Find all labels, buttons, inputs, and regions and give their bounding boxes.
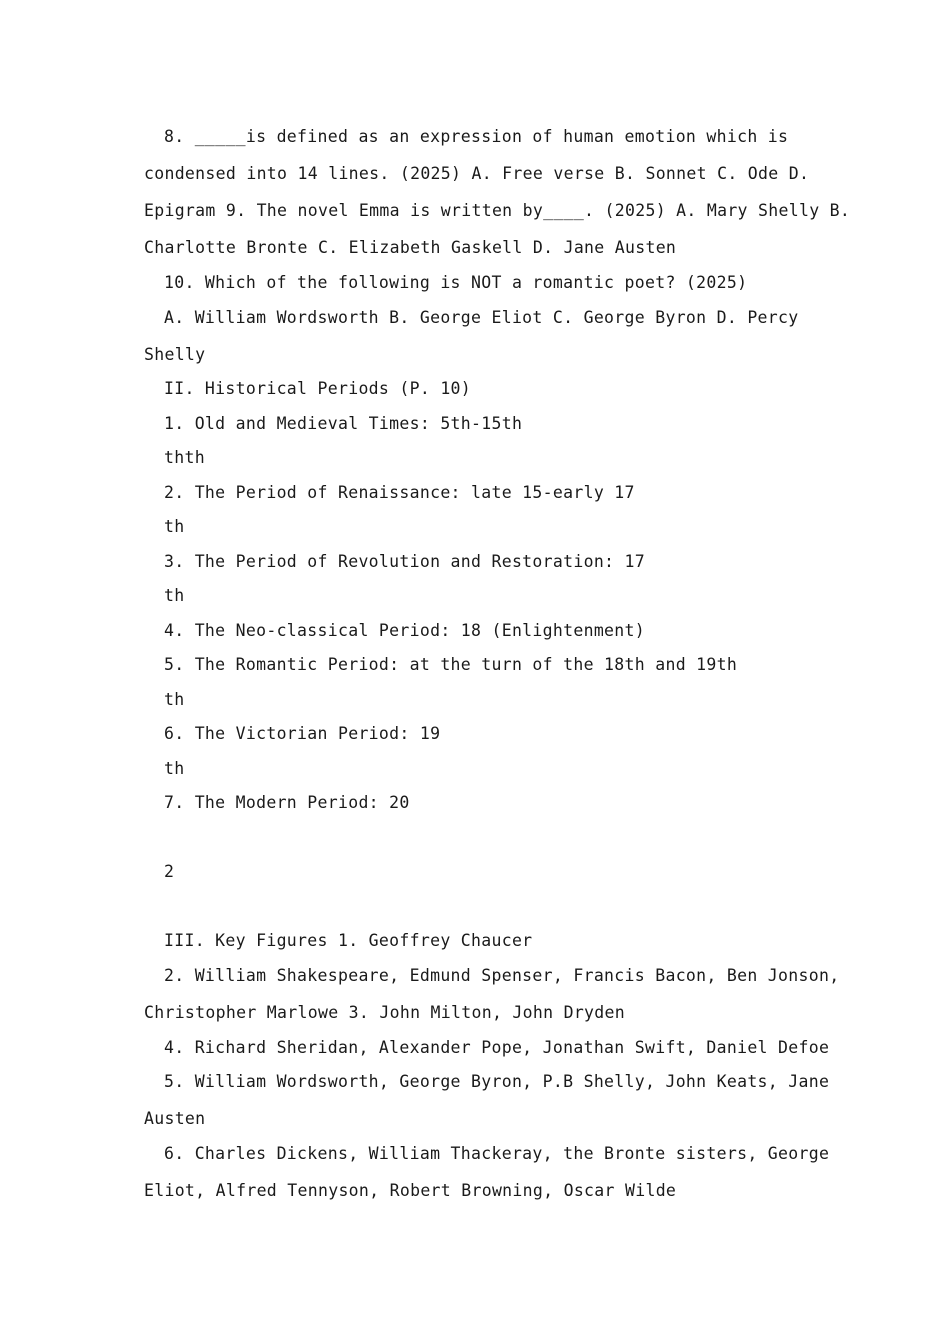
figures-item-5: 5. William Wordsworth, George Byron, P.B Shelly, John Keats, Jane <box>164 1072 830 1091</box>
period-item-5: 5. The Romantic Period: at the turn of the 18th and 19th <box>164 655 738 674</box>
period-item-3: 3. The Period of Revolution and Restoration: 17 <box>164 552 645 571</box>
question-10-line-1: 10. Which of the following is NOT a romantic poet? (2025) <box>164 273 748 292</box>
period-item-6-suffix: th <box>164 759 185 778</box>
figures-item-6-cont: Eliot, Alfred Tennyson, Robert Browning, Oscar Wilde <box>144 1181 677 1200</box>
period-item-2-suffix: th <box>164 517 185 536</box>
period-item-2: 2. The Period of Renaissance: late 15-early 17 <box>164 483 635 502</box>
question-10-options-cont: Shelly <box>144 345 206 364</box>
period-item-6: 6. The Victorian Period: 19 <box>164 724 441 743</box>
section-heading-historical-periods: II. Historical Periods (P. 10) <box>164 379 472 398</box>
figures-item-4: 4. Richard Sheridan, Alexander Pope, Jonathan Swift, Daniel Defoe <box>164 1038 830 1057</box>
figures-item-6: 6. Charles Dickens, William Thackeray, the Bronte sisters, George <box>164 1144 830 1163</box>
question-8-line-2: condensed into 14 lines. (2025) A. Free verse B. Sonnet C. Ode D. <box>144 164 810 183</box>
question-10-options: A. William Wordsworth B. George Eliot C. George Byron D. Percy <box>164 308 799 327</box>
period-item-5-suffix: th <box>164 690 185 709</box>
period-item-3-suffix: th <box>164 586 185 605</box>
question-9-line-1: Epigram 9. The novel Emma is written by____. (2025) A. Mary Shelly B. <box>144 201 851 220</box>
period-item-1: 1. Old and Medieval Times: 5th-15th <box>164 414 523 433</box>
question-8-line-1: 8. _____is defined as an expression of human emotion which is <box>164 127 789 146</box>
period-item-4: 4. The Neo-classical Period: 18 (Enlightenment) <box>164 621 645 640</box>
figures-item-2-cont: Christopher Marlowe 3. John Milton, John Dryden <box>144 1003 625 1022</box>
page-number: 2 <box>164 862 175 881</box>
period-item-7: 7. The Modern Period: 20 <box>164 793 410 812</box>
figures-item-5-cont: Austen <box>144 1109 206 1128</box>
section-heading-key-figures: III. Key Figures 1. Geoffrey Chaucer <box>164 931 533 950</box>
figures-item-2: 2. William Shakespeare, Edmund Spenser, Francis Bacon, Ben Jonson, <box>164 966 840 985</box>
period-item-1-suffix: thth <box>164 448 205 467</box>
question-9-line-2: Charlotte Bronte C. Elizabeth Gaskell D. Jane Austen <box>144 238 677 257</box>
